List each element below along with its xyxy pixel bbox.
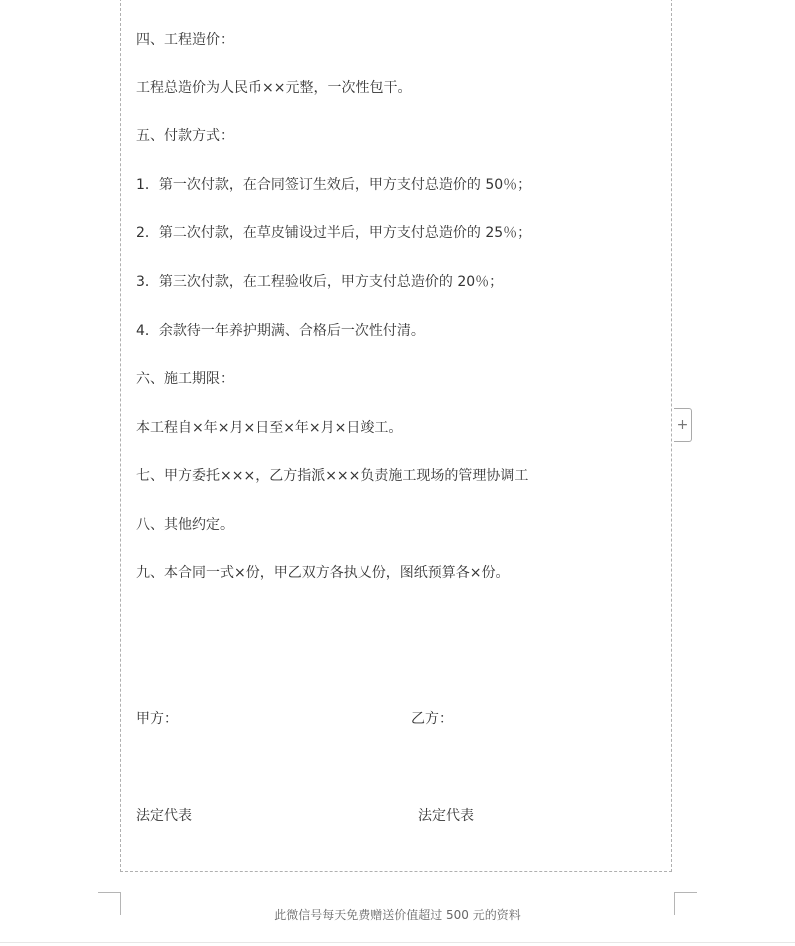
paragraph-section-6: 六、施工期限： [136, 371, 234, 387]
signature-rep-b: 法定代表 [418, 808, 474, 824]
paragraph-schedule: 本工程自×年×月×日至×年×月×日竣工。 [136, 420, 403, 436]
paragraph-section-4: 四、工程造价： [136, 32, 234, 48]
signature-party-b: 乙方： [411, 711, 453, 727]
paragraph-section-7: 七、甲方委托×××，乙方指派×××负责施工现场的管理协调工 [136, 468, 529, 484]
paragraph-payment-1: 1．第一次付款，在合同签订生效后，甲方支付总造价的 50％； [136, 177, 532, 193]
paragraph-payment-2: 2．第二次付款，在草皮铺设过半后，甲方支付总造价的 25％； [136, 225, 532, 241]
add-block-button[interactable] [674, 408, 692, 442]
paragraph-total-price: 工程总造价为人民币××元整，一次性包干。 [136, 80, 412, 96]
paragraph-payment-4: 4．余款待一年养护期满、合格后一次性付清。 [136, 323, 425, 339]
signature-rep-a: 法定代表 [136, 808, 192, 824]
paragraph-payment-3: 3．第三次付款，在工程验收后，甲方支付总造价的 20％； [136, 274, 504, 290]
bottom-divider [0, 942, 795, 943]
plus-icon: + [676, 417, 689, 433]
paragraph-section-5: 五、付款方式： [136, 128, 234, 144]
signature-party-a: 甲方： [136, 711, 178, 727]
paragraph-section-8: 八、其他约定。 [136, 517, 234, 533]
footer-note: 此微信号每天免费赠送价值超过 500 元的资料 [274, 908, 521, 922]
paragraph-section-9: 九、本合同一式×份，甲乙双方各执乂份，图纸预算各×份。 [136, 565, 510, 581]
